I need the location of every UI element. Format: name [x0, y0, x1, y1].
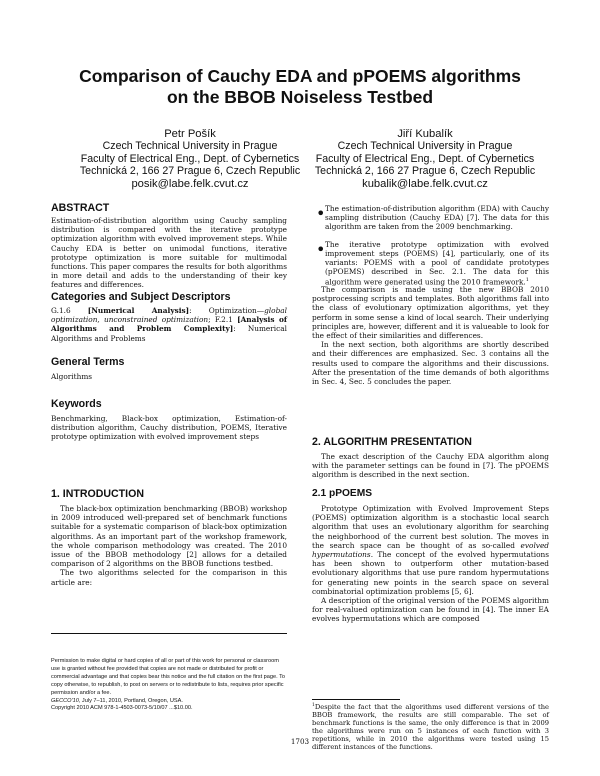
author-email: posik@labe.felk.cvut.cz [131, 177, 249, 190]
title-line-1: Comparison of Cauchy EDA and pPOEMS algorithms [79, 66, 521, 86]
permission-divider [51, 633, 287, 634]
author-affiliation: Czech Technical University in Prague [337, 140, 513, 153]
author-department: Faculty of Electrical Eng., Dept. of Cybernetics [315, 152, 535, 165]
introduction-body [51, 504, 287, 587]
page-number: 1703 [290, 737, 310, 746]
general-terms-text: Algorithms [51, 372, 93, 381]
author-address: Technická 2, 166 27 Prague 6, Czech Republic [79, 165, 301, 178]
category-plain-3: : Numerical Algorithms and Problems [51, 324, 287, 343]
abstract-text: Estimation-of-distribution algorithm using Cauchy sampling distribution is compared with the iterative prototype optimization algorithm with evolved improvement steps. While Cauchy EDA is better on unimodal functions, iterative prototype optimization is more suitable for multimodal functions. This paper compares the results for both algorithms in more detail and adds to the understanding of their key features and differences. [51, 216, 287, 290]
permission-text: Permission to make digital or hard copies of all or part of this work for personal or classroom use is granted without fee provided that copies are not made or distributed for profit or commercial advantage and that copies bear this notice and the full citation on the first page. To copy otherwise, to republish, to post on servers or to redistribute to lists, requires prior specific permission and/or a fee. [51, 658, 286, 696]
footnote-number: 1 [312, 703, 315, 708]
keywords-text: Benchmarking, Black-box optimization, Estimation-of-distribution algorithm, Cauchy distribution, POEMS, Iterative prototype optimization with evolved improvement steps [51, 414, 287, 442]
emphasis-term: evolved hypermutations [312, 540, 550, 560]
introduction-para-1: The black-box optimization benchmarking (BBOB) workshop in 2009 introduced well-prepared set of benchmark functions suitable for a systematic comparison of black-box optimization algorithms. As an important part of the workshop framework, the whole comparison methodology was created. The 2010 issue of the BBOB methodology [2] allows for a detailed comparison of 2 algorithms on the BBOB functions testbed. [51, 504, 287, 569]
author-email: kubalik@labe.felk.cvut.cz [362, 177, 488, 190]
introduction-para-2: The two algorithms selected for the comparison in this article are: [51, 568, 287, 587]
category-plain-1: : Optimization— [189, 306, 265, 315]
list-item-text: The iterative prototype optimization with evolved improvement steps (POEMS) [4], particularly, one of its variants: POEMS with a pool of candidate prototypes (pPOEMS) described in Sec. 2.1. The data for this algorithm were generated using the 2010 framework.$^1$ [325, 239, 549, 287]
section-2-1-para-1: Prototype Optimization with Evolved Improvement Steps (POEMS) optimization algorithm is a stochastic local search algorithm that uses an evolutionary algorithm for searching the neighborhood of the current best solution. The moves in the search space can be thought of as so-called evolved hypermutations. The concept of the evolved hypermutations has been shown to outperform other mutation-based evolutionary algorithms that use pure random hypermutations for generating new points in the search space on several combinatorial optimization problems [5, 6]. [312, 504, 550, 596]
title-line-2: on the BBOB Noiseless Testbed [166, 87, 434, 107]
list-item [312, 204, 549, 232]
category-plain-2: ; F.2.1 [208, 315, 233, 325]
section-2-1-para-2: A description of the original version of the POEMS algorithm for real-valued optimization can be found in [4]. The inner EA evolves hypermutations which are composed [312, 596, 549, 624]
conference-details: July 7–11, 2010, Portland, Oregon, USA. [81, 697, 183, 704]
author-name: Petr Pošík [164, 128, 216, 140]
footnote-marker: 1 [525, 277, 529, 284]
category-bold-1: [Numerical Analysis] [87, 306, 190, 315]
section-2-1-heading: 2.1 pPOEMS [312, 488, 373, 499]
general-terms-heading: General Terms [51, 356, 125, 368]
introduction-heading: 1. INTRODUCTION [51, 488, 144, 500]
abstract-heading: ABSTRACT [51, 202, 110, 214]
category-bold-2: [Analysis of Algorithms and Problem Complexity] [51, 315, 288, 334]
keywords-heading: Keywords [51, 398, 102, 410]
category-italic: global optimization, unconstrained optimization [51, 306, 287, 325]
conference-venue [51, 698, 287, 706]
categories-heading: Categories and Subject Descriptors [51, 291, 231, 303]
author-block-2 [292, 128, 558, 190]
section-2-heading: 2. ALGORITHM PRESENTATION [312, 436, 472, 448]
author-name: Jiří Kubalík [397, 128, 453, 140]
list-item-text: The estimation-of-distribution algorithm (EDA) with Cauchy sampling distribution (Cauchy EDA) [7]. The data for this algorithm are taken from the 2009 benchmarking. [325, 204, 549, 232]
comparison-text [312, 285, 549, 386]
author-affiliation: Czech Technical University in Prague [102, 140, 278, 153]
conference-name: GECCO'10, [51, 697, 81, 704]
comparison-para-1: The comparison is made using the new BBOB 2010 postprocessing scripts and templates. Both algorithms fall into the class of evolutionary optimization algorithms, yet they perform in some sense a kind of local search. Their underlying principles are, however, different and it is valueable to look for the effect of their similarities and differences. [312, 285, 549, 341]
bullet-icon: • [316, 204, 326, 223]
paper-title [0, 66, 600, 108]
comparison-para-2: In the next section, both algorithms are shortly described and their differences are emphasized. Sec. 3 contains all the results used to compare the algorithms and their discussions. After the presentation of the time demands of both algorithms in Sec. 4, Sec. 5 concludes the paper. [312, 340, 549, 387]
algorithm-list [312, 204, 549, 287]
categories-text [51, 306, 287, 343]
list-item [312, 240, 549, 287]
author-address: Technická 2, 166 27 Prague 6, Czech Republic [314, 165, 536, 178]
bullet-icon: • [316, 239, 326, 259]
copyright-notice: Copyright 2010 ACM 978-1-4503-0073-5/10/07 ...$10.00. [51, 705, 193, 712]
permission-block [51, 658, 287, 713]
author-block-1 [58, 128, 322, 190]
author-department: Faculty of Electrical Eng., Dept. of Cybernetics [80, 152, 300, 165]
footnote-text: Despite the fact that the algorithms used different versions of the BBOB framework, the results are still comparable. The set of benchmark functions is the same, the only difference is that in 2009 the algorithms were run on 5 instances of each function with 3 repetitions, while in 2010 the algorithms were tested using 15 different instances of the functions. [312, 703, 549, 752]
category-code: G.1.6 [51, 306, 71, 315]
footnote-divider [312, 699, 400, 700]
section-2-text: The exact description of the Cauchy EDA algorithm along with the parameter settings can be found in [7]. The pPOEMS algorithm is described in the next section. [312, 452, 549, 480]
section-2-1-body [312, 504, 549, 624]
